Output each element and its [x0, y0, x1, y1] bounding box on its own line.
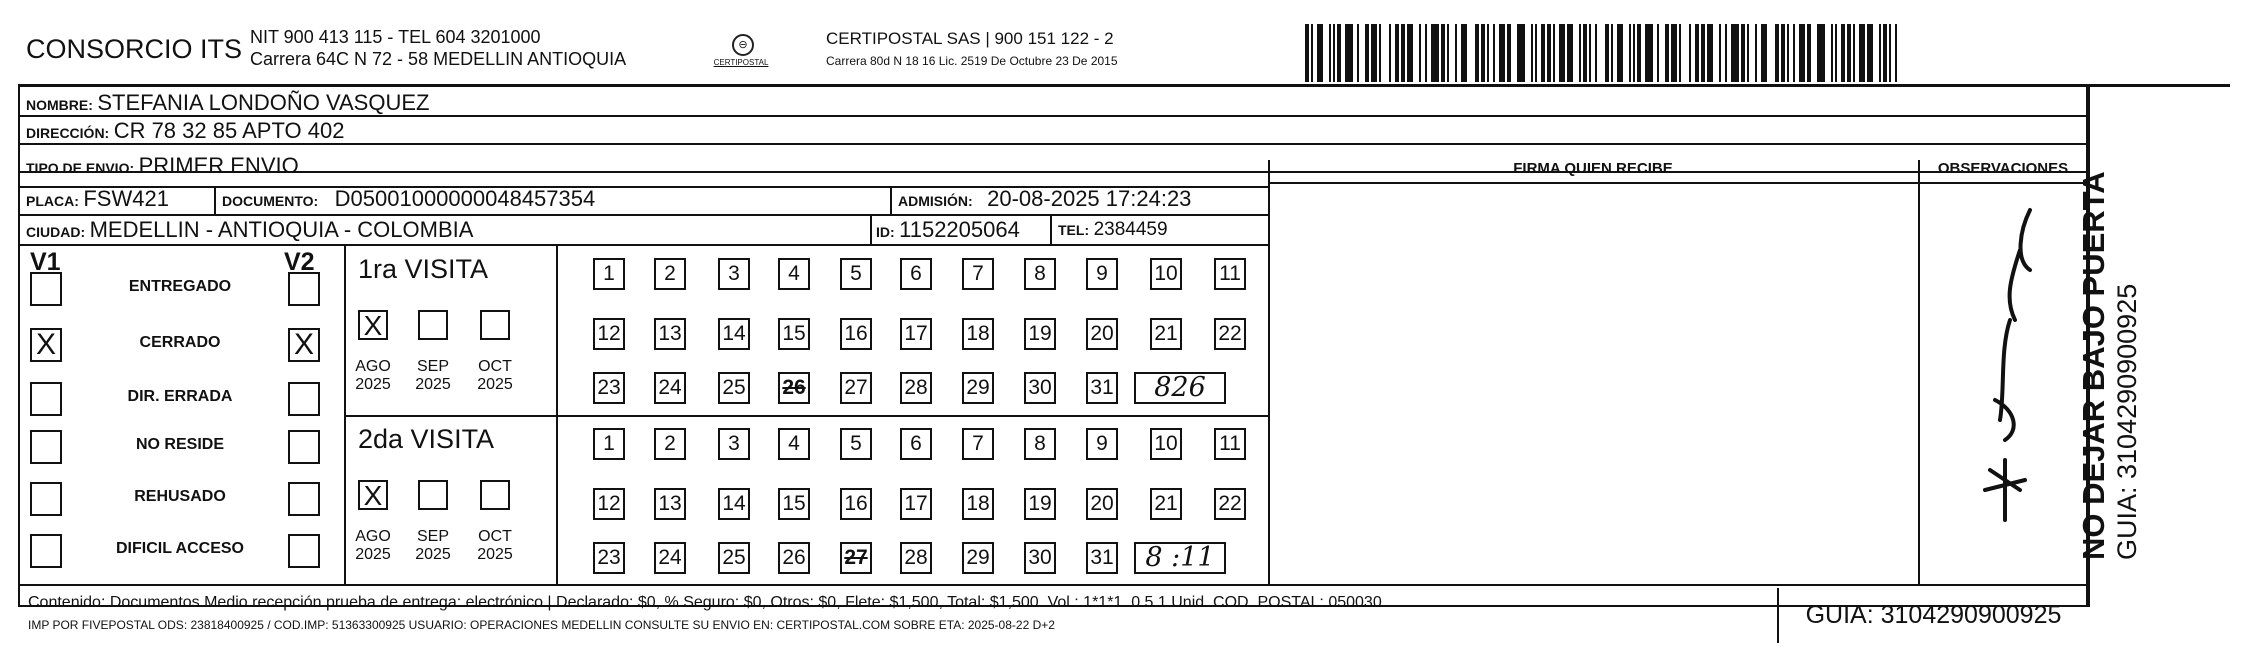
day-box[interactable]: 16: [840, 488, 872, 520]
barcode-bar: [1401, 24, 1405, 82]
barcode-bar: [1589, 24, 1591, 82]
visit-title: 1ra VISITA: [358, 254, 489, 284]
barcode-bar: [1895, 24, 1897, 82]
day-box[interactable]: 10: [1150, 428, 1182, 460]
barcode-bar: [1567, 24, 1573, 82]
barcode-bar: [1481, 24, 1485, 82]
barcode-bar: [1725, 24, 1727, 82]
month-checkbox[interactable]: X: [358, 480, 388, 510]
barcode-bar: [1741, 24, 1745, 82]
documento-label: DOCUMENTO:: [222, 193, 319, 209]
certipostal-logo: [712, 32, 770, 74]
day-box[interactable]: 3: [718, 428, 750, 460]
day-box[interactable]: 16: [840, 318, 872, 350]
divider: [18, 214, 1268, 216]
tel-label: TEL:: [1058, 222, 1090, 238]
day-box[interactable]: 10: [1150, 258, 1182, 290]
day-box[interactable]: 19: [1024, 488, 1056, 520]
day-box[interactable]: 4: [778, 258, 810, 290]
logo-icon: ⊖: [732, 34, 754, 56]
divider: [1268, 160, 1270, 586]
day-box[interactable]: 22: [1214, 318, 1246, 350]
barcode-bar: [1859, 24, 1865, 82]
day-box[interactable]: 12: [593, 488, 625, 520]
day-box[interactable]: 26: [778, 542, 810, 574]
barcode-bar: [1531, 24, 1533, 82]
day-box[interactable]: 13: [654, 488, 686, 520]
nombre-value: STEFANIA LONDOÑO VASQUEZ: [97, 90, 430, 115]
day-box[interactable]: 17: [900, 488, 932, 520]
firma-title-cell: [1268, 160, 1918, 177]
barcode-bar: [1847, 24, 1851, 82]
observaciones-title-cell: [1918, 160, 2088, 177]
direccion-value: CR 78 32 85 APTO 402: [113, 118, 345, 143]
v1-checkbox[interactable]: [30, 482, 62, 516]
day-box[interactable]: 20: [1086, 318, 1118, 350]
day-box[interactable]: 19: [1024, 318, 1056, 350]
month-label: AGO: [355, 528, 391, 545]
barcode-bar: [1831, 24, 1833, 82]
documento-field: [222, 186, 595, 212]
barcode-bar: [1379, 24, 1381, 82]
day-box[interactable]: 14: [718, 488, 750, 520]
day-box[interactable]: 23: [593, 542, 625, 574]
footer-imp-line: IMP POR FIVEPOSTAL ODS: 23818400925 / COD.IMP: 51363300925 USUARIO: OPERACIONES MEDELLIN CONSULTE SU ENVIO EN: CERTIPOSTAL.COM SOBRE ETA: 2025-08-22 D+2: [28, 618, 1055, 632]
day-box[interactable]: 13: [654, 318, 686, 350]
status-label: ENTREGADO: [128, 278, 232, 295]
tel-field: [1058, 219, 1168, 241]
v1-checkbox[interactable]: [30, 534, 62, 568]
barcode-bar: [1611, 24, 1613, 82]
barcode-bar: [1755, 24, 1757, 82]
barcode-bar: [1879, 24, 1881, 82]
v2-checkbox[interactable]: [288, 382, 320, 416]
barcode-bar: [1835, 24, 1837, 82]
status-label: REHUSADO: [134, 488, 226, 505]
day-box[interactable]: 3: [718, 258, 750, 290]
documento-value: D05001000000048457354: [334, 186, 596, 211]
id-label: ID:: [876, 224, 895, 240]
barcode-bar: [1747, 24, 1749, 82]
year-label: 2025: [477, 546, 513, 563]
company-name: CONSORCIO ITS: [26, 34, 243, 64]
day-box[interactable]: 5: [840, 258, 872, 290]
day-box[interactable]: 8: [1024, 258, 1056, 290]
barcode-bar: [1337, 24, 1341, 82]
day-box[interactable]: 1: [593, 428, 625, 460]
certipostal-address: Carrera 80d N 18 16 Lic. 2519 De Octubre 23 De 2015: [826, 54, 1118, 68]
nombre-field: [26, 90, 429, 116]
barcode-bar: [1799, 24, 1805, 82]
barcode-bar: [1689, 24, 1691, 82]
observaciones-signature: [1960, 190, 2055, 530]
barcode-bar: [1617, 24, 1623, 82]
v2-checkbox[interactable]: X: [288, 328, 320, 362]
direccion-label: DIRECCIÓN:: [26, 125, 110, 141]
divider: [1050, 215, 1052, 244]
barcode-bar: [1807, 24, 1811, 82]
barcode-bar: [1455, 24, 1457, 82]
barcode-bar: [1541, 24, 1545, 82]
tipo-envio-label: TIPO DE ENVIO:: [26, 160, 135, 176]
guia-number: GUIA: 3104290900925: [1777, 588, 2088, 643]
day-box[interactable]: 28: [900, 542, 932, 574]
ciudad-field: [26, 217, 473, 243]
placa-value: FSW421: [83, 186, 169, 211]
barcode-bar: [1579, 24, 1581, 82]
nombre-label: NOMBRE:: [26, 97, 93, 113]
divider: [556, 244, 558, 584]
barcode-bar: [1547, 24, 1551, 82]
barcode-bar: [1407, 24, 1413, 82]
year-label: 2025: [415, 546, 451, 563]
barcode-bar: [1475, 24, 1479, 82]
barcode-bar: [1841, 24, 1845, 82]
visit-hour: 826: [1134, 372, 1226, 404]
day-box[interactable]: 15: [778, 488, 810, 520]
day-box[interactable]: 25: [718, 542, 750, 574]
barcode-bar: [1389, 24, 1391, 82]
barcode-bar: [1645, 24, 1653, 82]
day-box[interactable]: 30: [1024, 542, 1056, 574]
barcode-bar: [1853, 24, 1855, 82]
month-checkbox[interactable]: [480, 310, 510, 340]
barcode-bar: [1431, 24, 1439, 82]
barcode-bar: [1817, 24, 1825, 82]
barcode-bar: [1371, 24, 1377, 82]
barcode-bar: [1781, 24, 1785, 82]
barcode-bar: [1679, 24, 1681, 82]
tipo-envio-field: [26, 153, 299, 179]
barcode-bar: [1499, 24, 1505, 82]
firma-title: FIRMA QUIEN RECIBE: [1513, 160, 1673, 177]
v1-checkbox[interactable]: [30, 382, 62, 416]
barcode-bar: [1719, 24, 1721, 82]
day-box[interactable]: 20: [1086, 488, 1118, 520]
day-box[interactable]: 2: [654, 258, 686, 290]
status-label: DIR. ERRADA: [127, 388, 233, 405]
barcode-bar: [1889, 24, 1891, 82]
barcode-bar: [1787, 24, 1789, 82]
day-box[interactable]: 18: [962, 318, 994, 350]
divider: [344, 415, 1268, 417]
certipostal-info: [826, 28, 1118, 72]
barcode-bar: [1605, 24, 1609, 82]
barcode-bar: [1695, 24, 1699, 82]
barcode-bar: [1357, 24, 1359, 82]
day-box[interactable]: 7: [962, 428, 994, 460]
barcode-bar: [1311, 24, 1313, 82]
day-box[interactable]: 12: [593, 318, 625, 350]
barcode-bar: [1333, 24, 1335, 82]
barcode-bar: [1595, 24, 1597, 82]
v1-checkbox[interactable]: [30, 430, 62, 464]
day-box[interactable]: 29: [962, 372, 994, 404]
barcode-bar: [1633, 24, 1635, 82]
nit-line: NIT 900 413 115 - TEL 604 3201000: [250, 27, 541, 47]
side-guia: GUIA: 3104290900925: [2112, 283, 2142, 560]
year-label: 2025: [355, 376, 391, 393]
v2-header: V2: [284, 248, 315, 276]
admision-field: [898, 186, 1191, 212]
barcode-bar: [1775, 24, 1779, 82]
barcode-bar: [1883, 24, 1887, 82]
admision-label: ADMISIÓN:: [898, 193, 973, 209]
divider: [870, 215, 872, 244]
day-box[interactable]: 6: [900, 258, 932, 290]
year-label: 2025: [415, 376, 451, 393]
day-box[interactable]: 30: [1024, 372, 1056, 404]
barcode-bar: [1447, 24, 1449, 82]
day-box[interactable]: 24: [654, 372, 686, 404]
status-label: NO RESIDE: [135, 436, 224, 453]
day-box[interactable]: 25: [718, 372, 750, 404]
v1-checkbox[interactable]: X: [30, 328, 62, 362]
admision-value: 20-08-2025 17:24:23: [987, 186, 1192, 211]
visit-title: 2da VISITA: [358, 424, 495, 454]
day-box[interactable]: 2: [654, 428, 686, 460]
placa-field: [26, 186, 169, 212]
side-text: [2076, 171, 2143, 560]
barcode-bar: [1629, 24, 1631, 82]
month-label: OCT: [478, 528, 512, 545]
placa-label: PLACA:: [26, 193, 79, 209]
barcode-bar: [1731, 24, 1739, 82]
certipostal-line: CERTIPOSTAL SAS | 900 151 122 - 2: [826, 29, 1114, 48]
barcode-bar: [1507, 24, 1511, 82]
divider: [890, 187, 892, 214]
company-info: [250, 26, 626, 70]
day-box[interactable]: 28: [900, 372, 932, 404]
day-box[interactable]: 22: [1214, 488, 1246, 520]
visit-hour: 8 :11: [1134, 542, 1226, 574]
barcode-bar: [1487, 24, 1489, 82]
month-checkbox[interactable]: [418, 480, 448, 510]
direccion-field: [26, 118, 344, 144]
barcode-bar: [1395, 24, 1399, 82]
day-box[interactable]: 11: [1214, 258, 1246, 290]
barcode-bar: [1637, 24, 1641, 82]
status-label: DIFICIL ACCESO: [115, 540, 244, 557]
month-label: AGO: [355, 358, 391, 375]
barcode-bar: [1553, 24, 1555, 82]
observaciones-title: OBSERVACIONES: [1937, 160, 2069, 177]
status-label: CERRADO: [139, 334, 221, 351]
day-box[interactable]: 9: [1086, 428, 1118, 460]
day-box[interactable]: 29: [962, 542, 994, 574]
day-box[interactable]: 18: [962, 488, 994, 520]
day-box[interactable]: 27: [840, 542, 872, 574]
year-label: 2025: [477, 376, 513, 393]
day-box[interactable]: 21: [1150, 488, 1182, 520]
barcode: [1305, 24, 1938, 82]
barcode-bar: [1867, 24, 1873, 82]
barcode-bar: [1671, 24, 1677, 82]
divider: [18, 244, 1268, 246]
barcode-bar: [1657, 24, 1659, 82]
v1-checkbox[interactable]: [30, 272, 62, 306]
day-box[interactable]: 23: [593, 372, 625, 404]
barcode-bar: [1365, 24, 1369, 82]
day-box[interactable]: 14: [718, 318, 750, 350]
day-box[interactable]: 11: [1214, 428, 1246, 460]
barcode-bar: [1305, 24, 1309, 82]
address-line: Carrera 64C N 72 - 58 MEDELLIN ANTIOQUIA: [250, 49, 627, 69]
month-checkbox[interactable]: [480, 480, 510, 510]
barcode-bar: [1707, 24, 1713, 82]
barcode-bar: [1761, 24, 1767, 82]
tipo-envio-value: PRIMER ENVIO: [138, 153, 299, 178]
logo-caption: CERTIPOSTAL: [713, 58, 769, 67]
tel-value: 2384459: [1093, 219, 1168, 240]
day-box[interactable]: 5: [840, 428, 872, 460]
day-box[interactable]: 24: [654, 542, 686, 574]
id-value: 1152205064: [899, 217, 1020, 242]
barcode-bar: [1665, 24, 1669, 82]
month-label: SEP: [416, 528, 449, 545]
v1-header: V1: [30, 248, 61, 276]
barcode-bar: [1701, 24, 1705, 82]
v2-checkbox[interactable]: [288, 534, 320, 568]
month-checkbox[interactable]: X: [358, 310, 388, 340]
barcode-bar: [1583, 24, 1587, 82]
ciudad-label: CIUDAD:: [26, 224, 86, 240]
barcode-bar: [1535, 24, 1537, 82]
barcode-bar: [1493, 24, 1495, 82]
day-box[interactable]: 7: [962, 258, 994, 290]
barcode-bar: [1317, 24, 1323, 82]
day-box[interactable]: 8: [1024, 428, 1056, 460]
v2-checkbox[interactable]: [288, 430, 320, 464]
no-dejar-bajo-puerta: NO DEJAR BAJO PUERTA: [2076, 171, 2111, 560]
barcode-bar: [1793, 24, 1795, 82]
id-field: [876, 217, 1020, 243]
divider: [1918, 160, 1920, 586]
divider: [1268, 182, 2088, 184]
day-box[interactable]: 4: [778, 428, 810, 460]
day-box[interactable]: 17: [900, 318, 932, 350]
month-checkbox[interactable]: [418, 310, 448, 340]
barcode-bar: [1345, 24, 1353, 82]
day-box[interactable]: 31: [1086, 542, 1118, 574]
footer-content-line: Contenido: Documentos Medio recepción prueba de entrega: electrónico | Declarado: $0, % Seguro: $0, Otros: $0, Flete: $1,500, Total: $1,500. Vol.: 1*1*1. 0.5 1 Unid. COD. POSTAL: 050030: [28, 594, 1382, 611]
divider: [18, 584, 2088, 586]
month-label: OCT: [478, 358, 512, 375]
barcode-bar: [1461, 24, 1467, 82]
v2-checkbox[interactable]: [288, 482, 320, 516]
day-box[interactable]: 15: [778, 318, 810, 350]
day-box[interactable]: 6: [900, 428, 932, 460]
barcode-bar: [1329, 24, 1331, 82]
barcode-bar: [1441, 24, 1445, 82]
day-box[interactable]: 21: [1150, 318, 1182, 350]
day-box[interactable]: 1: [593, 258, 625, 290]
divider: [214, 187, 216, 214]
day-box[interactable]: 31: [1086, 372, 1118, 404]
barcode-bar: [1517, 24, 1525, 82]
divider: [344, 244, 346, 584]
barcode-bar: [1425, 24, 1427, 82]
year-label: 2025: [355, 546, 391, 563]
day-box[interactable]: 26: [778, 372, 810, 404]
barcode-bar: [1559, 24, 1565, 82]
barcode-bar: [1419, 24, 1421, 82]
v2-checkbox[interactable]: [288, 272, 320, 306]
day-box[interactable]: 9: [1086, 258, 1118, 290]
month-label: SEP: [416, 358, 449, 375]
day-box[interactable]: 27: [840, 372, 872, 404]
ciudad-value: MEDELLIN - ANTIOQUIA - COLOMBIA: [89, 217, 474, 242]
